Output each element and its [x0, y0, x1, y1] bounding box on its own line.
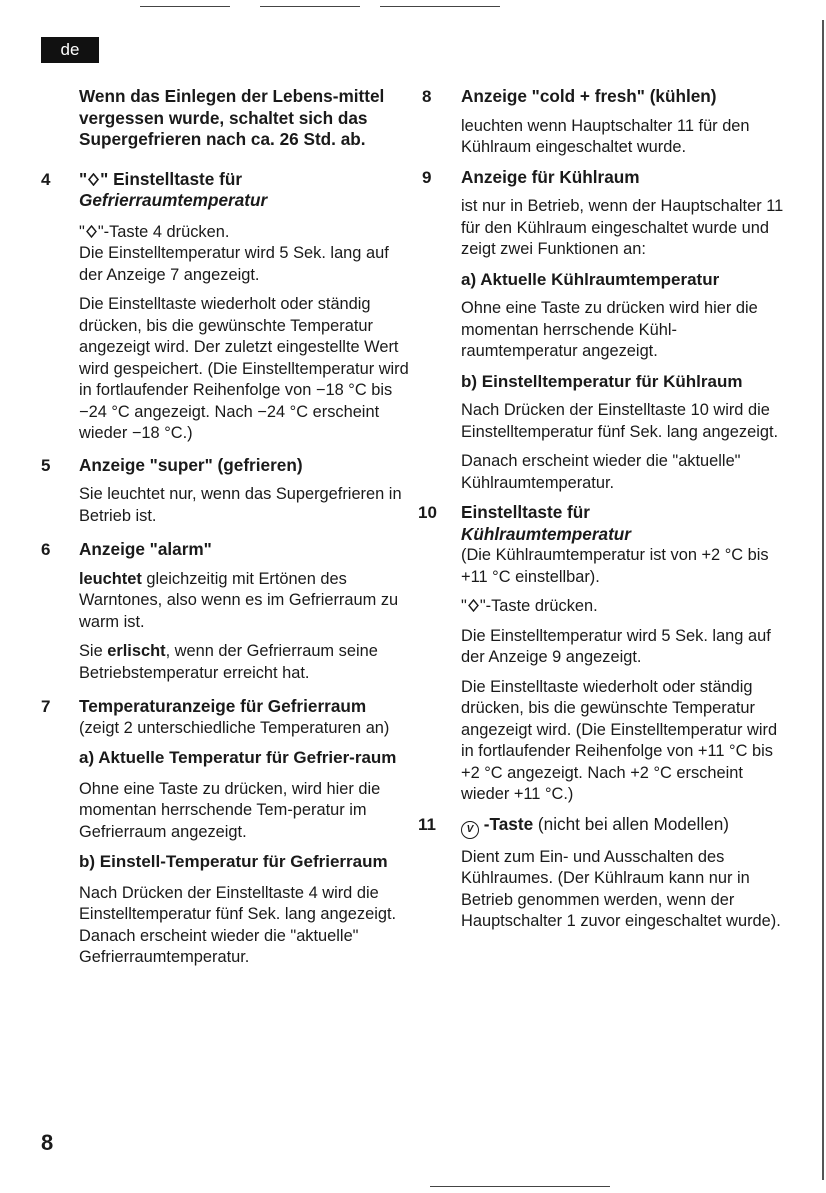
right-column: [418, 86, 790, 941]
item-11: [418, 814, 790, 933]
scan-edge: [822, 20, 824, 1180]
item-paragraph: leuchten wenn Hauptschalter 11 für den Kühlraum eingeschaltet wurde.: [461, 116, 750, 156]
item-paragraph: (zeigt 2 unterschiedliche Temperaturen an): [79, 718, 390, 737]
item-number: 5: [41, 455, 51, 475]
left-column: [41, 86, 411, 977]
item-heading: " " Einstelltaste für Gefrierraumtemperatur: [79, 168, 268, 210]
item-5: [41, 455, 411, 528]
item-number: 10: [418, 503, 437, 522]
top-rule-1: [140, 6, 230, 7]
subheading-b: b) Einstell-Temperatur für Gefrierraum: [79, 852, 388, 871]
subheading-b: b) Einstelltemperatur für Kühlraum: [461, 371, 743, 391]
item-paragraph: Nach Drücken der Einstelltaste 4 wird die Einstelltemperatur fünf Sek. lang angezeigt. Danach erscheint wieder die "aktuelle" Gefrierraumtemperatur.: [79, 883, 397, 966]
bottom-rule: [430, 1186, 610, 1187]
item-paragraph: Die Einstelltaste wiederholt oder ständig drücken, bis die gewünschte Temperatur angezeigt wird. (Die Einstelltemperatur wird in fortlaufender Reihenfolge von +11 °C bis +2 °C angezeigt. Nach +2 °C erscheint wieder +11 °C.): [461, 677, 778, 803]
item-paragraph: Danach erscheint wieder die "aktuelle" Kühlraumtemperatur.: [461, 452, 741, 492]
item-9: [418, 167, 790, 495]
item-10: [418, 502, 790, 806]
item-heading: V -Taste (nicht bei allen Modellen): [461, 814, 790, 839]
item-number: 9: [422, 167, 432, 187]
item-paragraph: Dient zum Ein- und Ausschalten des Kühlraumes. (Der Kühlraum kann nur in Betrieb genommen werden, wenn der Hauptschalter 1 zuvor eingeschaltet wurde).: [461, 847, 781, 930]
item-paragraph: Ohne eine Taste zu drücken wird hier die momentan herrschende Kühl-raumtemperatur angezeigt.: [461, 299, 758, 360]
top-rule-2: [260, 6, 360, 7]
language-tag: de: [41, 37, 99, 63]
item-heading: Anzeige "cold + fresh" (kühlen): [461, 86, 717, 106]
item-4: [41, 169, 411, 445]
top-rule-3: [380, 6, 500, 7]
item-paragraph: Die Einstelltaste wiederholt oder ständig drücken, bis die gewünschte Temperatur angezeigt wird. Der zuletzt eingestellte Wert wird gespeichert. (Die Einstelltemperatur wird in fortlaufender Reihenfolge von −18 °C bis −24 °C angezeigt. Nach −24 °C erscheint wieder −18 °C.): [79, 295, 409, 442]
item-paragraph: Nach Drücken der Einstelltaste 10 wird die Einstelltemperatur fünf Sek. lang angezeigt.: [461, 401, 779, 441]
item-heading: Anzeige für Kühlraum: [461, 166, 640, 187]
intro-text: Wenn das Einlegen der Lebens-mittel vergessen wurde, schaltet sich das Supergefrieren nach ca. 26 Std. ab.: [79, 86, 385, 149]
item-heading-italic: Gefrierraumtemperatur: [79, 190, 268, 210]
item-heading: Anzeige "super" (gefrieren): [79, 454, 303, 475]
item-paragraph: " "-Taste drücken.: [461, 597, 598, 615]
item-paragraph: Die Einstelltemperatur wird 5 Sek. lang auf der Anzeige 9 angezeigt.: [461, 626, 771, 666]
item-paragraph: " "-Taste 4 drücken. Die Einstelltemperatur wird 5 Sek. lang auf der Anzeige 7 angezeigt.: [79, 222, 389, 284]
subheading-a: a) Aktuelle Kühlraumtemperatur: [461, 269, 720, 289]
item-heading: Temperaturanzeige für Gefrierraum: [79, 696, 367, 716]
page-number: 8: [41, 1130, 54, 1155]
item-paragraph: (Die Kühlraumtemperatur ist von +2 °C bis +11 °C einstellbar).: [461, 546, 769, 586]
item-paragraph: Sie leuchtet nur, wenn das Supergefrieren in Betrieb ist.: [79, 485, 402, 525]
item-8: [418, 86, 790, 159]
item-number: 6: [41, 540, 51, 559]
item-6: [41, 539, 411, 684]
item-number: 4: [41, 169, 51, 189]
item-7: [41, 696, 411, 969]
item-heading: Anzeige "alarm": [79, 539, 212, 559]
item-paragraph: ist nur in Betrieb, wenn der Hauptschalter 11 für den Kühlraum eingeschaltet wurde und zeigt zwei Funktionen an:: [461, 197, 784, 258]
diamond-icon: [87, 173, 100, 186]
power-v-icon: V: [461, 821, 479, 839]
item-number: 11: [418, 814, 436, 834]
item-paragraph: Ohne eine Taste zu drücken, wird hier die momentan herrschende Tem-peratur im Gefrierraum angezeigt.: [79, 779, 381, 841]
diamond-icon: [467, 599, 480, 612]
item-number: 7: [41, 697, 51, 716]
item-heading: Einstelltaste für Kühlraumtemperatur: [461, 502, 631, 544]
subheading-a: a) Aktuelle Temperatur für Gefrier-raum: [79, 748, 397, 767]
item-number: 8: [422, 87, 432, 106]
diamond-icon: [85, 225, 98, 238]
item-paragraph: leuchtet gleichzeitig mit Ertönen des Warntones, also wenn es im Gefrierraum zu warm ist.: [79, 569, 399, 631]
item-paragraph: Sie erlischt, wenn der Gefrierraum seine Betriebstemperatur erreicht hat.: [79, 642, 378, 682]
intro-block: [41, 86, 411, 151]
